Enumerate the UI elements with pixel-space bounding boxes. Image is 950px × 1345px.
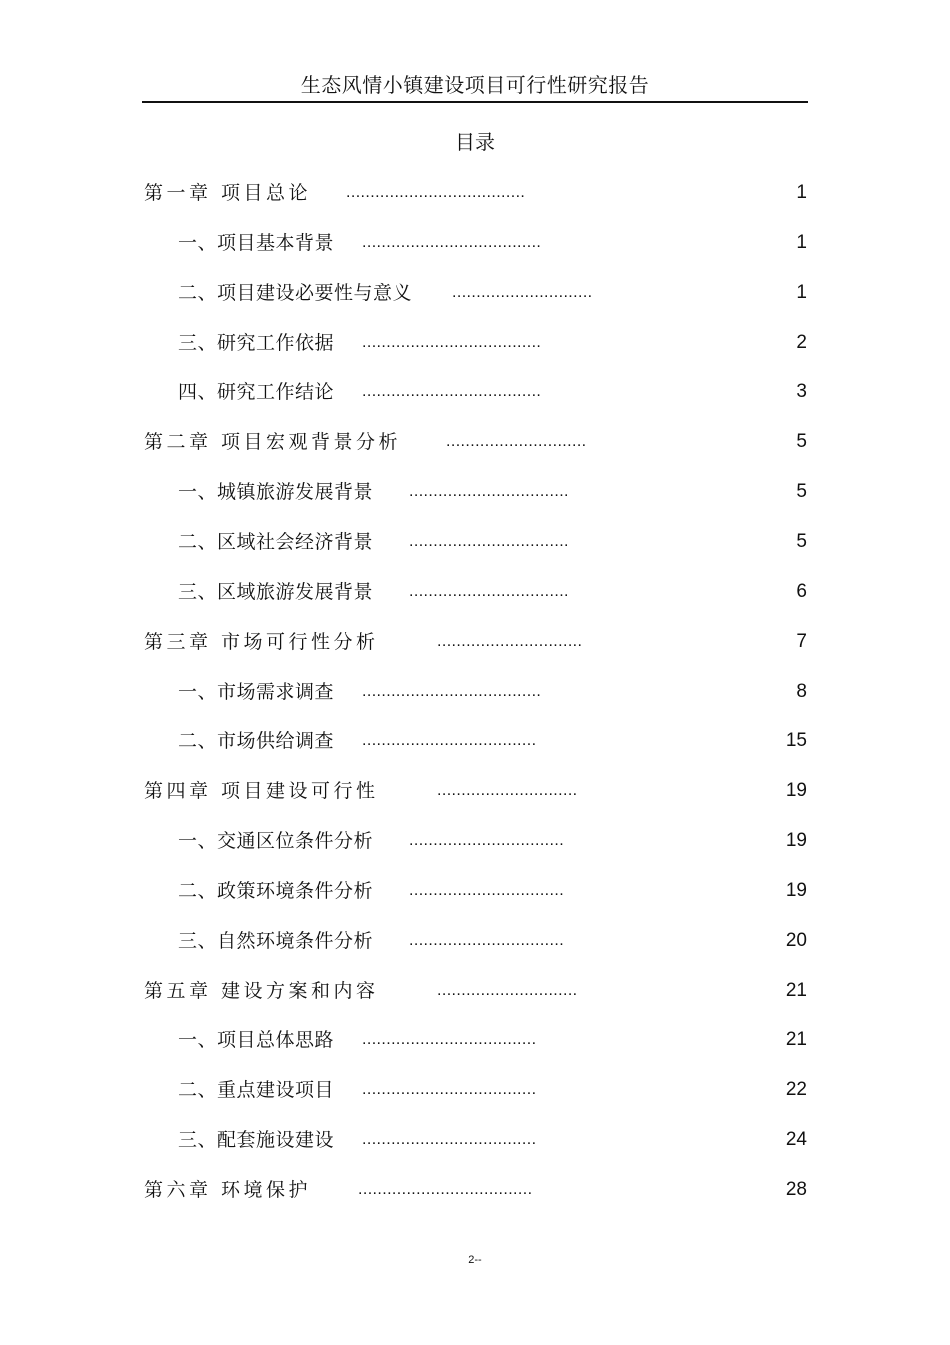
toc-page-number: 6 <box>796 581 807 602</box>
toc-page-number: 22 <box>785 1079 807 1100</box>
toc-section-1-1[interactable] <box>0 229 950 257</box>
toc-chapter-3[interactable] <box>0 628 950 656</box>
toc-section-1-4[interactable] <box>0 378 950 406</box>
toc-dot-leader: ................................. <box>409 483 569 500</box>
toc-page-number: 2 <box>796 332 807 353</box>
document-header-title: 生态风情小镇建设项目可行性研究报告 <box>300 73 650 97</box>
toc-dot-leader: ................................ <box>409 932 565 949</box>
toc-dot-leader: ................................ <box>409 882 565 899</box>
toc-page-number: 21 <box>785 980 807 1001</box>
toc-dot-leader: .................................... <box>362 1081 537 1098</box>
toc-entry-label: 三、自然环境条件分析 <box>178 930 374 952</box>
toc-page-number: 3 <box>796 381 807 402</box>
toc-dot-leader: ..................................... <box>362 683 542 700</box>
toc-page-number: 5 <box>796 431 807 452</box>
toc-dot-leader: ............................. <box>452 284 593 301</box>
toc-section-2-3[interactable] <box>0 578 950 606</box>
toc-section-1-2[interactable] <box>0 279 950 307</box>
toc-entry-label: 第五章 建设方案和内容 <box>144 980 379 1002</box>
toc-page-number: 1 <box>796 282 807 303</box>
toc-page-number: 19 <box>785 830 807 851</box>
toc-dot-leader: ..................................... <box>346 184 526 201</box>
toc-dot-leader: .................................... <box>358 1181 533 1198</box>
toc-chapter-4[interactable] <box>0 777 950 805</box>
toc-entry-label: 三、研究工作依据 <box>178 332 335 354</box>
toc-section-1-3[interactable] <box>0 329 950 357</box>
toc-dot-leader: .................................... <box>362 1131 537 1148</box>
toc-entry-label: 二、政策环境条件分析 <box>178 880 374 902</box>
toc-dot-leader: ................................. <box>409 533 569 550</box>
toc-entry-label: 三、配套施设建设 <box>178 1129 335 1151</box>
toc-entry-label: 二、项目建设必要性与意义 <box>178 282 413 304</box>
toc-page-number: 19 <box>785 880 807 901</box>
toc-entry-label: 二、重点建设项目 <box>178 1079 335 1101</box>
toc-chapter-1[interactable] <box>0 179 950 207</box>
toc-entry-label: 一、市场需求调查 <box>178 681 335 703</box>
toc-entry-label: 四、研究工作结论 <box>178 381 335 403</box>
toc-chapter-5[interactable] <box>0 977 950 1005</box>
toc-entry-label: 一、项目基本背景 <box>178 232 335 254</box>
toc-section-4-1[interactable] <box>0 827 950 855</box>
toc-dot-leader: ..................................... <box>362 383 542 400</box>
toc-entry-label: 第六章 环境保护 <box>144 1179 312 1201</box>
toc-section-5-3[interactable] <box>0 1126 950 1154</box>
toc-dot-leader: ............................. <box>446 433 587 450</box>
toc-entry-label: 第一章 项目总论 <box>144 182 312 204</box>
toc-page-number: 19 <box>785 780 807 801</box>
toc-dot-leader: ................................. <box>409 583 569 600</box>
toc-dot-leader: .................................... <box>362 732 537 749</box>
toc-dot-leader: ..................................... <box>362 334 542 351</box>
toc-chapter-6[interactable] <box>0 1176 950 1204</box>
toc-dot-leader: .............................. <box>437 633 583 650</box>
toc-title: 目录 <box>455 130 495 154</box>
toc-entry-label: 一、项目总体思路 <box>178 1029 335 1051</box>
toc-dot-leader: .................................... <box>362 1031 537 1048</box>
toc-page-number: 5 <box>796 481 807 502</box>
toc-page-number: 5 <box>796 531 807 552</box>
toc-section-2-1[interactable] <box>0 478 950 506</box>
toc-entry-label: 第二章 项目宏观背景分析 <box>144 431 402 453</box>
toc-entry-label: 第三章 市场可行性分析 <box>144 631 379 653</box>
toc-entry-label: 二、区域社会经济背景 <box>178 531 374 553</box>
toc-page-number: 1 <box>796 182 807 203</box>
toc-page-number: 24 <box>785 1129 807 1150</box>
toc-page-number: 1 <box>796 232 807 253</box>
toc-page-number: 7 <box>796 631 807 652</box>
toc-dot-leader: ................................ <box>409 832 565 849</box>
toc-entry-label: 一、城镇旅游发展背景 <box>178 481 374 503</box>
toc-entry-label: 三、区域旅游发展背景 <box>178 581 374 603</box>
toc-entry-label: 第四章 项目建设可行性 <box>144 780 379 802</box>
toc-section-3-2[interactable] <box>0 727 950 755</box>
toc-chapter-2[interactable] <box>0 428 950 456</box>
toc-dot-leader: ..................................... <box>362 234 542 251</box>
toc-section-4-2[interactable] <box>0 877 950 905</box>
toc-page-number: 21 <box>785 1029 807 1050</box>
page-number-footer: 2-- <box>468 1254 482 1266</box>
toc-page-number: 20 <box>785 930 807 951</box>
toc-section-5-1[interactable] <box>0 1026 950 1054</box>
toc-dot-leader: ............................. <box>437 982 578 999</box>
toc-section-2-2[interactable] <box>0 528 950 556</box>
toc-section-4-3[interactable] <box>0 927 950 955</box>
toc-entry-label: 一、交通区位条件分析 <box>178 830 374 852</box>
toc-dot-leader: ............................. <box>437 782 578 799</box>
toc-page-number: 8 <box>796 681 807 702</box>
toc-section-5-2[interactable] <box>0 1076 950 1104</box>
toc-entry-label: 二、市场供给调查 <box>178 730 335 752</box>
toc-page-number: 28 <box>785 1179 807 1200</box>
toc-section-3-1[interactable] <box>0 678 950 706</box>
toc-page-number: 15 <box>785 730 807 751</box>
